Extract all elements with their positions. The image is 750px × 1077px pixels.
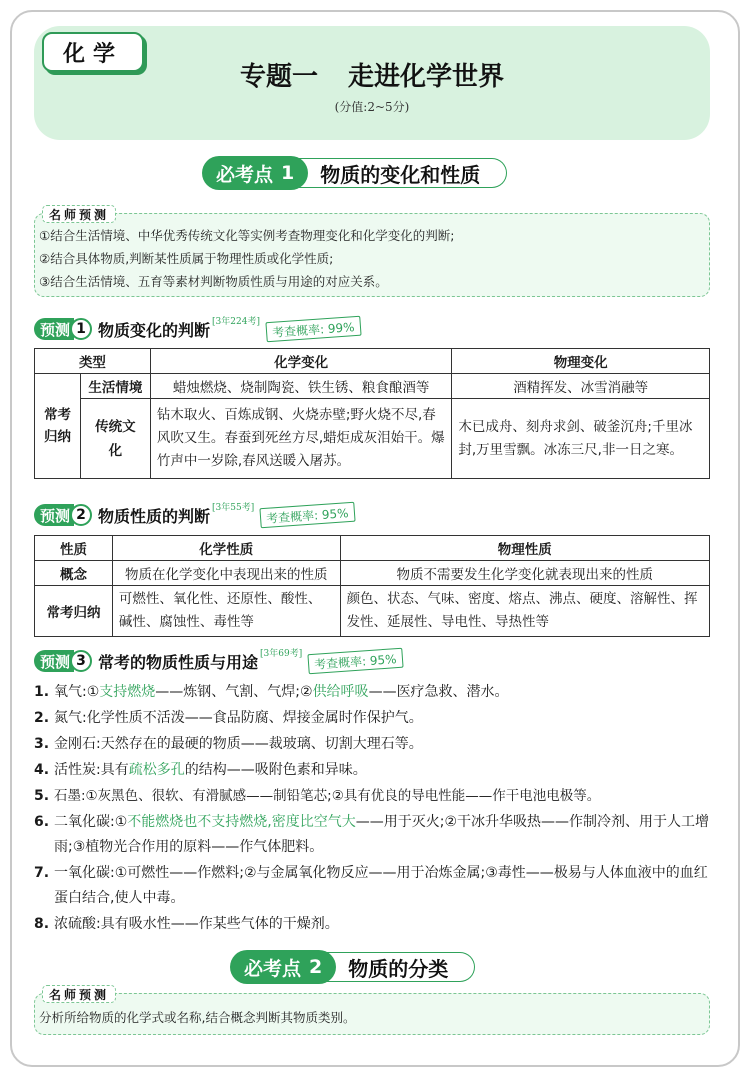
list-item: 7. 一氧化碳:①可燃性——作燃料;②与金属氧化物反应——用于冶炼金属;③毒性——极易与人体血液中的血红蛋白结合,使人中毒。: [34, 865, 708, 906]
topic-name: 走进化学世界: [348, 62, 505, 92]
pred-label: 名师预测: [42, 985, 116, 1003]
cell-chem-concept: 物质在化学变化中表现出来的性质: [112, 561, 340, 586]
topic-title: [34, 56, 710, 93]
forecast-probability: 考查概率: 99%: [265, 316, 361, 343]
forecast-title: 物质性质的判断: [98, 506, 211, 526]
list-item: 1. 氧气:①支持燃烧——炼钢、气割、气焊;②供给呼吸——医疗急救、潜水。: [34, 684, 509, 700]
row-label-culture: 传统文化: [80, 399, 150, 479]
forecast-probability: 考查概率: 95%: [308, 648, 404, 675]
pred-line: ②结合具体物质,判断某性质属于物理性质或化学性质;: [39, 251, 334, 266]
row-label-concept: 概念: [35, 561, 113, 586]
table-chemical-physical-change: [34, 348, 710, 479]
section-pill: 必考点 2: [230, 950, 336, 984]
pred-line: 分析所给物质的化学式或名称,结合概念判断其物质类别。: [39, 1010, 356, 1025]
forecast-heading-1: [34, 316, 361, 342]
subject-tab: 化学: [42, 32, 144, 72]
cell-phys-culture: 木已成舟、刻舟求剑、破釜沉舟;千里冰封,万里雪飘。冰冻三尺,非一日之寒。: [452, 399, 710, 479]
th-phys-change: 物理变化: [452, 349, 710, 374]
list-item: 6. 二氧化碳:①不能燃烧也不支持燃烧,密度比空气大——用于灭火;②干冰升华吸热——作制冷剂、用于人工增雨;③植物光合作用的原料——作气体肥料。: [34, 814, 710, 855]
cell-chem-summary: 可燃性、氧化性、还原性、酸性、碱性、腐蚀性、毒性等: [112, 586, 340, 637]
th-chem-change: 化学变化: [150, 349, 452, 374]
score-note: (分值:2~5分): [334, 100, 410, 114]
table-chemical-physical-property: [34, 535, 710, 637]
forecast-number: 3: [70, 650, 92, 672]
forecast-heading-3: [34, 648, 403, 674]
pred-line: ③结合生活情境、五育等素材判断物质性质与用途的对应关系。: [39, 274, 388, 289]
topic-number: 专题一: [239, 62, 318, 92]
section-banner-2: [230, 950, 475, 984]
cell-phys-life: 酒精挥发、冰雪消融等: [452, 374, 710, 399]
forecast-tag: 预测: [34, 504, 74, 526]
list-item: 5. 石墨:①灰黑色、很软、有滑腻感——制铅笔芯;②具有优良的导电性能——作干电池电极等。: [34, 788, 601, 804]
forecast-heading-2: [34, 502, 355, 528]
forecast-tag: 预测: [34, 650, 74, 672]
property-use-list: [34, 680, 714, 938]
list-item: 2. 氮气:化学性质不活泼——食品防腐、焊接金属时作保护气。: [34, 710, 423, 726]
row-label-life: 生活情境: [80, 374, 150, 399]
forecast-number: 2: [70, 504, 92, 526]
forecast-probability: 考查概率: 95%: [260, 502, 356, 529]
th-phys-property: 物理性质: [340, 536, 709, 561]
cell-phys-concept: 物质不需要发生化学变化就表现出来的性质: [340, 561, 709, 586]
th-property: 性质: [35, 536, 113, 561]
list-item: 4. 活性炭:具有疏松多孔的结构——吸附色素和异味。: [34, 762, 367, 778]
section-banner-1: [202, 156, 507, 190]
row-label-summary: 常考归纳: [35, 586, 113, 637]
section-name: 物质的分类: [320, 952, 475, 982]
pred-label: 名师预测: [42, 205, 116, 223]
forecast-years: [3年55考]: [212, 503, 255, 513]
th-chem-property: 化学性质: [112, 536, 340, 561]
forecast-years: [3年69考]: [260, 649, 303, 659]
forecast-title: 常考的物质性质与用途: [98, 652, 259, 672]
th-type: 类型: [35, 349, 151, 374]
forecast-tag: 预测: [34, 318, 74, 340]
forecast-years: [3年224考]: [212, 317, 260, 327]
list-item: 3. 金刚石:天然存在的最硬的物质——裁玻璃、切割大理石等。: [34, 736, 423, 752]
cell-chem-life: 蜡烛燃烧、烧制陶瓷、铁生锈、粮食酿酒等: [150, 374, 452, 399]
prediction-box-2: [34, 993, 710, 1035]
forecast-title: 物质变化的判断: [98, 320, 211, 340]
section-pill: 必考点 1: [202, 156, 308, 190]
section-name: 物质的变化和性质: [292, 158, 507, 188]
cell-phys-summary: 颜色、状态、气味、密度、熔点、沸点、硬度、溶解性、挥发性、延展性、导电性、导热性等: [340, 586, 709, 637]
cell-chem-culture: 钻木取火、百炼成钢、火烧赤壁;野火烧不尽,春风吹又生。春蚕到死丝方尽,蜡炬成灰泪始干。爆竹声中一岁除,春风送暖入屠苏。: [150, 399, 452, 479]
row-group-label: 常考归纳: [35, 374, 81, 479]
list-item: 8. 浓硫酸:具有吸水性——作某些气体的干燥剂。: [34, 916, 339, 932]
prediction-box-1: [34, 213, 710, 297]
pred-line: ①结合生活情境、中华优秀传统文化等实例考查物理变化和化学变化的判断;: [39, 228, 455, 243]
forecast-number: 1: [70, 318, 92, 340]
